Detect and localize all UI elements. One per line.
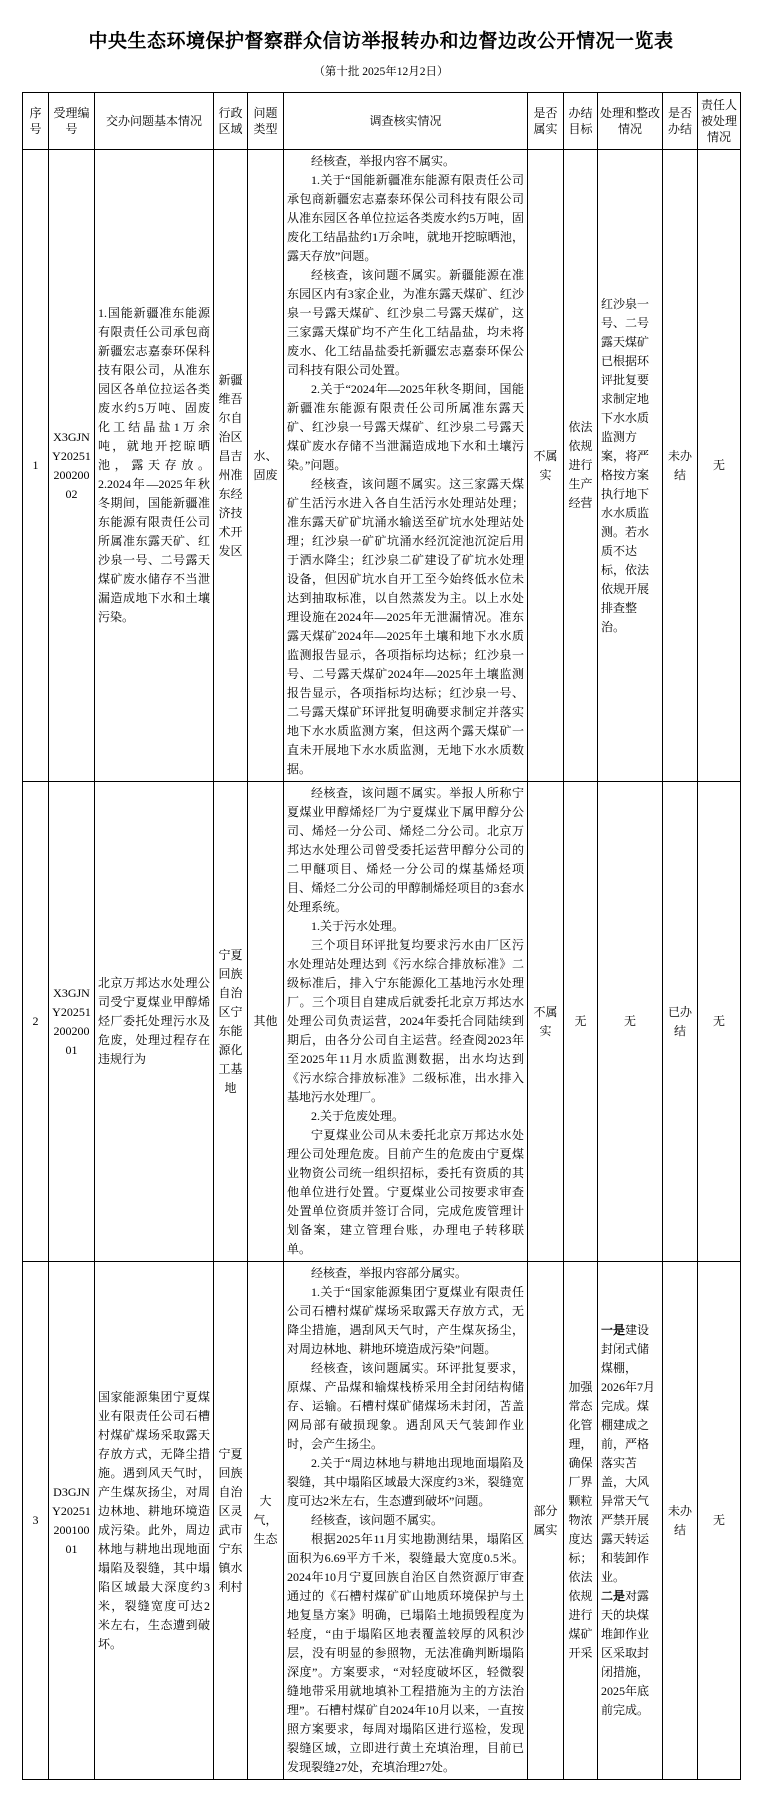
investigation-paragraph: 三个项目环评批复均要求污水由厂区污水处理站处理达到《污水综合排放标准》二级标准后，排入宁东能源化工基地污水处理厂。三个项目自建成后就委托北京万邦达水处理公司负责运营，2024年委托合同陆续到期后，由各分公司自主运营。经查阅2023年至2025年11月水质监测数据，出水均达到《污水综合排放标准》二级标准，出水排入基地污水处理厂。: [287, 938, 524, 1104]
cell-investigation: [284, 150, 528, 782]
investigation-paragraph: 经核查，该问题属实。环评批复要求，原煤、产品煤和输煤栈桥采用全封闭结构储存、运输。石槽村煤矿储煤场未封闭，苫盖网局部有破损现象。遇刮风天气装卸作业时，会产生扬尘。: [287, 1361, 524, 1451]
cell-case-id: X3GJNY2025120020002: [49, 150, 95, 782]
remedy-text: 对露天的块煤堆卸作业区采取封闭措施，2025年底前完成。: [601, 1589, 650, 1717]
cell-goal: 无: [564, 782, 598, 1262]
investigation-paragraph: 1.关于污水处理。: [311, 919, 405, 933]
cell-problem: 国家能源集团宁夏煤业有限责任公司石槽村煤矿煤场采取露天存放方式，无降尘措施。遇到风天气时，产生煤灰扬尘，对周边林地、耕地环境造成污染。此外，周边林地与耕地出现地面塌陷及裂缝，其中塌陷区域最大深度约3米，裂缝宽度可达2米左右，生态遭到破坏。: [95, 1262, 214, 1780]
header-investigation: 调查核实情况: [284, 93, 528, 150]
table-row-1: [23, 150, 741, 782]
investigation-paragraph: 1.关于“国能新疆准东能源有限责任公司承包商新疆宏志嘉泰环保公司科技有限公司从准东园区各单位拉运各类废水约5万吨，固废化工结晶盐约1万余吨，就地开挖晾晒池，露天存放”问题。: [287, 173, 524, 263]
investigation-paragraph: 宁夏煤业公司从未委托北京万邦达水处理公司处理危废。目前产生的危废由宁夏煤业物资公司统一组织招标，委托有资质的其他单位进行处置。宁夏煤业公司按要求审查处置单位资质并签订合同，完成危废管理计划备案，建立管理台账，办理电子转移联单。: [287, 1128, 524, 1256]
cell-serial: 3: [23, 1262, 49, 1780]
cell-serial: 2: [23, 782, 49, 1262]
remedy-lead: 二是: [601, 1589, 626, 1603]
cell-type: 水、固废: [248, 150, 284, 782]
cell-region: 宁夏回族自治区灵武市宁东镇水利村: [214, 1262, 248, 1780]
table-row-2: [23, 782, 741, 1262]
header-is-true: 是否属实: [528, 93, 564, 150]
cell-is-true: 不属实: [528, 782, 564, 1262]
disclosure-table: [22, 92, 741, 1780]
cell-closed: 未办结: [663, 1262, 698, 1780]
header-remedy: 处理和整改情况: [598, 93, 663, 150]
investigation-paragraph: 2.关于危废处理。: [311, 1109, 405, 1123]
cell-region: 新疆维吾尔自治区昌吉州准东经济技术开发区: [214, 150, 248, 782]
header-type: 问题类型: [248, 93, 284, 150]
remedy-paragraph: 红沙泉一号、二号露天煤矿已根据环评批复要求制定地下水水质监测方案，将严格按方案执行地下水水质监测。若水质不达标，依法依规开展排查整治。: [601, 296, 650, 634]
investigation-paragraph: 经核查，举报内容不属实。: [311, 154, 456, 168]
header-serial: 序号: [23, 93, 49, 150]
investigation-paragraph: 经核查，该问题不属实。新疆能源在准东园区内有3家企业，为准东露天煤矿、红沙泉一号露天煤矿、红沙泉二号露天煤矿，这三家露天煤矿均不产生化工结晶盐，均未将废水、化工结晶盐委托新疆宏志嘉泰环保公司科技有限公司处置。: [287, 268, 524, 377]
cell-region: 宁夏回族自治区宁东能源化工基地: [214, 782, 248, 1262]
cell-remedy: [598, 1262, 663, 1780]
header-region: 行政区域: [214, 93, 248, 150]
investigation-paragraph: 经核查，该问题不属实。这三家露天煤矿生活污水进入各自生活污水处理站处理；准东露天矿矿坑涌水输送至矿坑水处理站处理；红沙泉一矿矿坑涌水经沉淀池沉淀后用于洒水降尘；红沙泉二矿建设了矿坑水处理设备，但因矿坑水自开工至今始终低水位未达到抽取标准，以自然蒸发为主。以上水处理设施在2024年—2025年无泄漏情况。准东露天煤矿2024年—2025年土壤和地下水水质监测报告显示，各项指标均达标；红沙泉一号、二号露天煤矿2024年—2025年土壤监测报告显示，各项指标均达标；红沙泉一号、二号露天煤矿环评批复明确要求制定并落实地下水水质监测方案，但这两个露天煤矿一直未开展地下水水质监测，无地下水水质数据。: [287, 477, 524, 776]
header-problem: 交办问题基本情况: [95, 93, 214, 150]
header-case-id: 受理编号: [49, 93, 95, 150]
header-goal: 办结目标: [564, 93, 598, 150]
cell-closed: 已办结: [663, 782, 698, 1262]
investigation-paragraph: 1.关于“国家能源集团宁夏煤业有限责任公司石槽村煤矿煤场采取露天存放方式，无降尘措施，遇刮风天气时，产生煤灰扬尘，对周边林地、耕地环境造成污染”问题。: [287, 1285, 524, 1356]
investigation-paragraph: 经核查，该问题不属实。: [311, 1513, 444, 1527]
cell-type: 其他: [248, 782, 284, 1262]
remedy-text: 建设封闭式储煤棚，2026年7月完成。煤棚建成之前，严格落实苫盖，大风异常天气严禁开展露天转运和装卸作业。: [601, 1323, 656, 1584]
cell-goal: 加强常态化管理，确保厂界颗粒物浓度达标；依法依规进行煤矿开采: [564, 1262, 598, 1780]
remedy-paragraph: [601, 1587, 659, 1720]
header-closed: 是否办结: [663, 93, 698, 150]
cell-serial: 1: [23, 150, 49, 782]
investigation-paragraph: 经核查，该问题不属实。举报人所称宁夏煤业甲醇烯烃厂为宁夏煤业下属甲醇分公司、烯烃一分公司、烯烃二分公司。北京万邦达水处理公司曾受委托运营甲醇分公司的二甲醚项目、烯烃一分公司的煤基烯烃项目、烯烃二分公司的甲醇制烯烃项目的3套水处理系统。: [287, 786, 524, 914]
cell-goal: 依法依规进行生产经营: [564, 150, 598, 782]
header-accountability: 责任人被处理情况: [698, 93, 741, 150]
cell-remedy: 无: [598, 782, 663, 1262]
cell-problem: 1.国能新疆准东能源有限责任公司承包商新疆宏志嘉泰环保科技有限公司，从准东园区各单位拉运各类废水约5万吨、固废化工结晶盐1万余吨，就地开挖晾晒池，露天存放。2.2024年—2025年秋冬期间，国能新疆准东能源有限责任公司所属准东露天矿、红沙泉一号、二号露天煤矿废水储存不当泄漏造成地下水和土壤污染。: [95, 150, 214, 782]
cell-remedy: [598, 150, 663, 782]
cell-investigation: [284, 1262, 528, 1780]
cell-type: 大气，生态: [248, 1262, 284, 1780]
remedy-paragraph: [601, 1321, 659, 1587]
table-header-row: [23, 93, 741, 150]
cell-accountability: 无: [698, 150, 741, 782]
table-row-3: [23, 1262, 741, 1780]
cell-case-id: D3GJNY2025120010001: [49, 1262, 95, 1780]
cell-accountability: 无: [698, 782, 741, 1262]
cell-is-true: 不属实: [528, 150, 564, 782]
cell-closed: 未办结: [663, 150, 698, 782]
cell-accountability: 无: [698, 1262, 741, 1780]
cell-investigation: [284, 782, 528, 1262]
page-subtitle: （第十批 2025年12月2日）: [313, 66, 449, 78]
investigation-paragraph: 根据2025年11月实地勘测结果，塌陷区面积为6.69平方千米，裂缝最大宽度0.5米。2024年10月宁夏回族自治区自然资源厅审查通过的《石槽村煤矿矿山地质环境保护与土地复垦方案》明确，已塌陷土地损毁程度为轻度，“由于塌陷区地表覆盖较厚的风积沙层，没有明显的参照物，无法准确判断塌陷深度”。方案要求，“对轻度破坏区，轻微裂缝地带采用就地填补工程措施为主的方法治理”。石槽村煤矿自2024年10月以来，一直按照方案要求，每周对塌陷区进行巡检，发现裂缝区域，立即进行黄土充填治理，目前已发现裂缝27处，充填治理27处。: [287, 1532, 524, 1774]
cell-is-true: 部分属实: [528, 1262, 564, 1780]
page-title: 中央生态环境保护督察群众信访举报转办和边督边改公开情况一览表: [88, 31, 674, 52]
cell-case-id: X3GJNY2025120020001: [49, 782, 95, 1262]
remedy-lead: 一是: [601, 1323, 626, 1337]
investigation-paragraph: 2.关于“2024年—2025年秋冬期间，国能新疆准东能源有限责任公司所属准东露天矿、红沙泉一号露天煤矿、红沙泉二号露天煤矿废水存储不当泄漏造成地下水和土壤污染。”问题。: [287, 382, 524, 472]
investigation-paragraph: 2.关于“周边林地与耕地出现地面塌陷及裂缝，其中塌陷区域最大深度约3米，裂缝宽度可达2米左右，生态遭到破坏”问题。: [287, 1456, 524, 1508]
cell-problem: 北京万邦达水处理公司受宁夏煤业甲醇烯烃厂委托处理污水及危废，处理过程存在违规行为: [95, 782, 214, 1262]
investigation-paragraph: 经核查，举报内容部分属实。: [311, 1266, 468, 1280]
